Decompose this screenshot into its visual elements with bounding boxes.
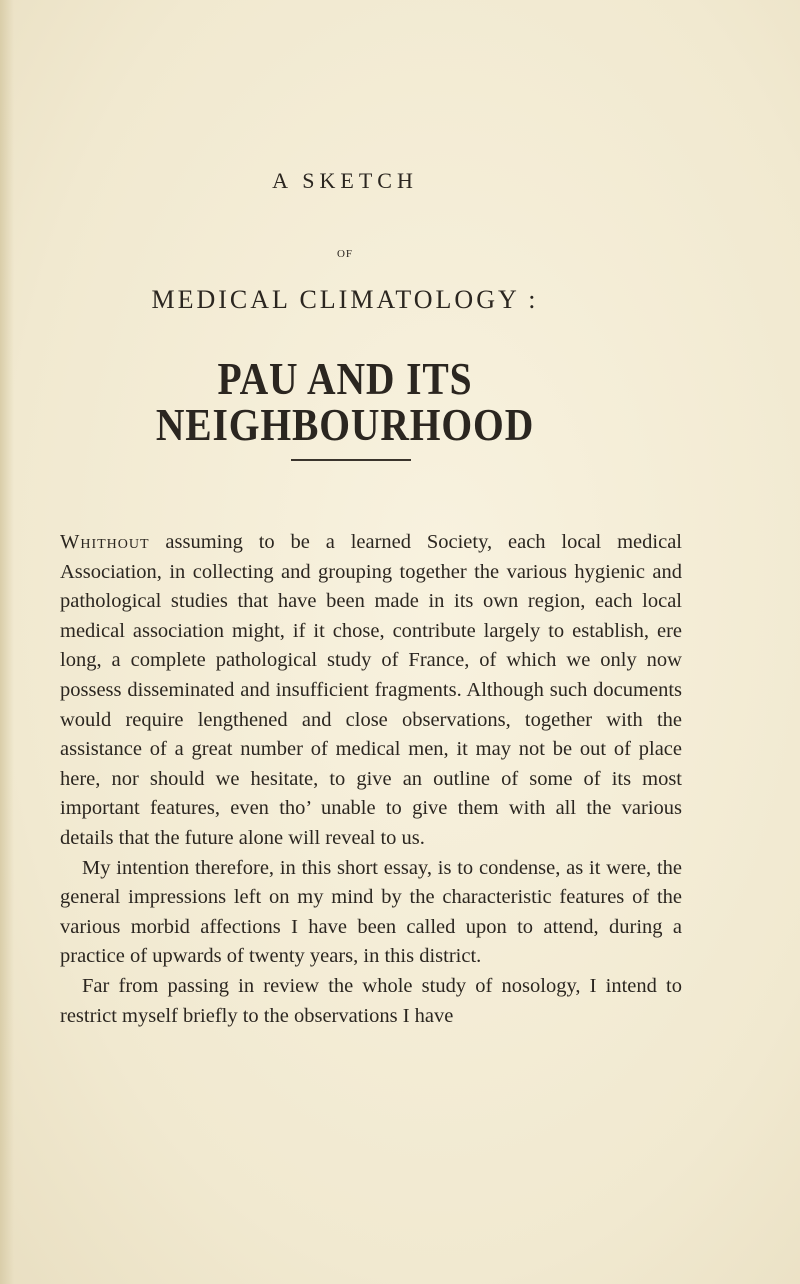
paragraph-2: My intention therefore, in this short essay, is to condense, as it were, the general impressions left on my mind by the characteristic features of the various morbid affections I have been called upon to attend, during a practice of upwards of twenty years, in this district. [60,856,682,968]
main-title: PAU AND ITS NEIGHBOURHOOD [155,353,535,450]
title-line-of: OF [336,248,354,260]
paragraph-lead-word: Whithout [60,531,150,553]
body-text [60,528,682,1031]
paragraph-1-text: assuming to be a learned Society, each local medical Association, in collecting and grouping together the various hygienic and pathological studies that have been made in its own region, each local medical association might, if it chose, contribute largely to establish, ere long, a complete pathological study of France, of which we only now possess disseminated and insufficient fragments. Although such documents would require lengthened and close observations, together with the assistance of a great number of medical men, it may not be out of place here, nor should we hesitate, to give an outline of some of its most important features, even tho’ unable to give them with all the various details that the future alone will reveal to us. [60,531,682,849]
paragraph-3: Far from passing in review the whole study of nosology, I intend to restrict myself briefly to the observations I have [60,974,682,1027]
paragraph-1 [60,528,682,854]
title-line-medical-climatology: MEDICAL CLIMATOLOGY : [151,285,539,314]
title-line-sketch: A SKETCH [272,168,418,193]
title-rule-divider [291,459,411,461]
